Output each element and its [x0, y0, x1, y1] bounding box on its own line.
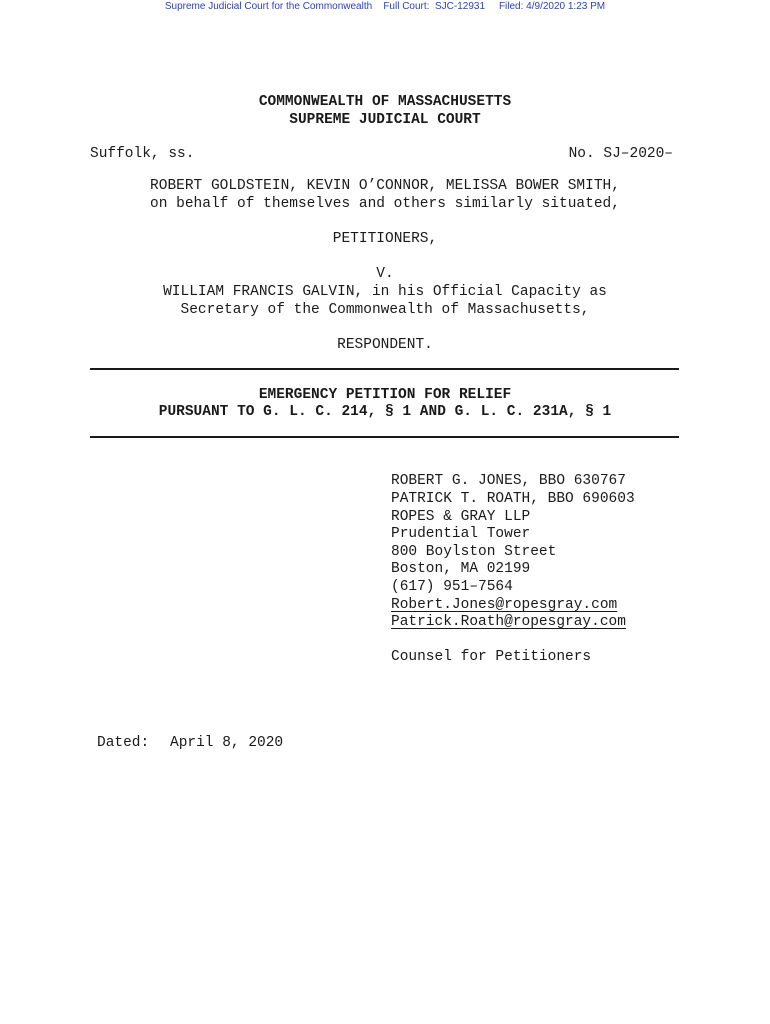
- dated-value: April 8, 2020: [170, 735, 284, 751]
- dated-label: Dated:: [97, 735, 150, 751]
- respondent-name: WILLIAM FRANCIS GALVIN, in his Official Capacity as: [163, 284, 607, 300]
- attorney-2: PATRICK T. ROATH, BBO 690603: [391, 491, 635, 507]
- law-firm: ROPES & GRAY LLP: [391, 509, 531, 525]
- court-heading: SUPREME JUDICIAL COURT: [289, 112, 481, 128]
- attorney-1: ROBERT G. JONES, BBO 630767: [391, 473, 626, 489]
- street-address: 800 Boylston Street: [391, 544, 557, 560]
- city-state-zip: Boston, MA 02199: [391, 561, 531, 577]
- county: Suffolk, ss.: [90, 146, 195, 162]
- email-link-1[interactable]: Robert.Jones@ropesgray.com: [391, 597, 618, 613]
- filing-stamp: [0, 0, 770, 14]
- stamp-filed: Filed: 4/9/2020 1:23 PM: [498, 1, 606, 12]
- petitioners-description: on behalf of themselves and others similarly situated,: [150, 196, 620, 212]
- top-rule: [90, 368, 679, 370]
- stamp-court: Supreme Judicial Court for the Commonwealth: [164, 1, 373, 12]
- petitioners-label: PETITIONERS,: [332, 231, 438, 247]
- document-subtitle: PURSUANT TO G. L. C. 214, § 1 AND G. L. C. 231A, § 1: [158, 404, 612, 420]
- respondent-description: Secretary of the Commonwealth of Massachusetts,: [180, 302, 590, 318]
- email-link-2[interactable]: Patrick.Roath@ropesgray.com: [391, 614, 626, 630]
- stamp-docket: Full Court: SJC-12931: [383, 1, 486, 12]
- commonwealth-heading: COMMONWEALTH OF MASSACHUSETTS: [258, 94, 512, 110]
- bottom-rule: [90, 436, 679, 438]
- phone-number: (617) 951–7564: [391, 579, 513, 595]
- respondent-label: RESPONDENT.: [337, 337, 433, 353]
- petitioners-names: ROBERT GOLDSTEIN, KEVIN O’CONNOR, MELISSA BOWER SMITH,: [150, 178, 620, 194]
- building: Prudential Tower: [391, 526, 531, 542]
- document-title: EMERGENCY PETITION FOR RELIEF: [258, 387, 512, 403]
- counsel-role: Counsel for Petitioners: [391, 649, 592, 665]
- versus: V.: [376, 266, 394, 282]
- case-number: No. SJ–2020–: [568, 146, 673, 162]
